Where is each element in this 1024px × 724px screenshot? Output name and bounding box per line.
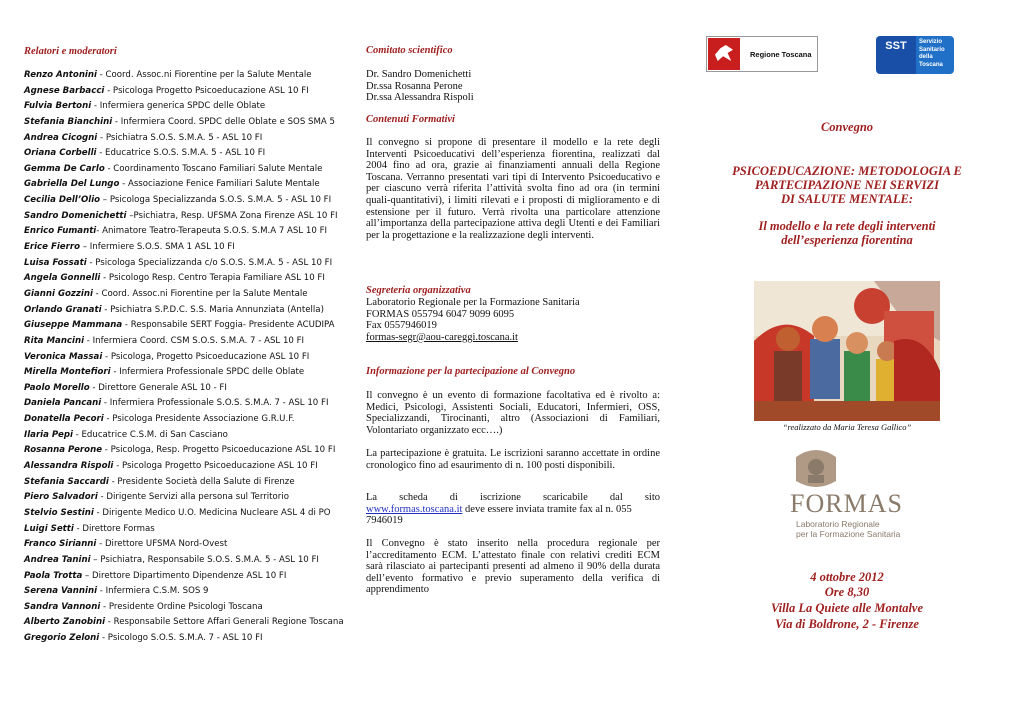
speaker-row xyxy=(24,334,354,350)
formas-name: FORMAS xyxy=(790,489,903,518)
speaker-name: Sandra Vannoni xyxy=(24,601,101,612)
info-p3-rest: deve essere inviata tramite fax al n. 055 7946019 xyxy=(366,503,632,527)
secretariat-email[interactable]: formas-segr@aou-careggi.toscana.it xyxy=(366,331,518,343)
speaker-row xyxy=(24,490,354,506)
speaker-row xyxy=(24,193,354,209)
speaker-row xyxy=(24,287,354,303)
speaker-role: - Direttore Generale ASL 10 - FI xyxy=(89,382,227,393)
speaker-role: - Psichiatra S.P.D.C. S.S. Maria Annunziata (Antella) xyxy=(101,304,324,315)
speaker-row xyxy=(24,256,354,272)
speaker-role: - Psichiatra S.O.S. S.M.A. 5 - ASL 10 FI xyxy=(97,132,263,143)
speaker-name: Luigi Setti xyxy=(24,523,74,534)
speaker-row xyxy=(24,303,354,319)
speaker-role: - Coord. Assoc.ni Fiorentine per la Salute Mentale xyxy=(92,288,308,299)
speaker-name: Gregorio Zeloni xyxy=(24,633,100,644)
speaker-role: – Psichiatra, Responsabile S.O.S. S.M.A. 5 - ASL 10 FI xyxy=(90,554,319,565)
event-venue: Villa La Quiete alle Montalve xyxy=(770,601,924,615)
sst-text: Servizio Sanitario della Toscana xyxy=(916,36,954,74)
speaker-name: Giuseppe Mammana xyxy=(24,320,123,331)
committee-member: Dr. Sandro Domenichetti xyxy=(366,69,472,80)
speaker-name: Angela Gonnelli xyxy=(24,273,101,284)
speaker-name: Stefania Bianchini xyxy=(24,116,113,127)
speaker-name: Luisa Fossati xyxy=(24,257,87,268)
committee-member: Dr.ssa Alessandra Rispoli xyxy=(366,92,474,104)
info-paragraph-1: Il convegno è un evento di formazione facoltativa ed è rivolto a: Medici, Psicologi, Assistenti Sociali, Educatori, Infermieri, OSS, Specializzandi, Tirocinanti, altro (Associazioni di Familiari, Volontariato organizzato ecc….) xyxy=(366,390,660,436)
speaker-row xyxy=(24,84,354,100)
subtitle-line: dell’esperienza fiorentina xyxy=(781,233,913,247)
speaker-row xyxy=(24,209,354,225)
contents-title: Contenuti Formativi xyxy=(366,114,455,125)
committee-list xyxy=(366,69,660,104)
main-title-line: DI SALUTE MENTALE: xyxy=(781,192,913,206)
speaker-name: Agnese Barbacci xyxy=(24,85,105,96)
pegasus-icon xyxy=(708,38,740,70)
speaker-row xyxy=(24,162,354,178)
info-title: Informazione per la partecipazione al Convegno xyxy=(366,366,576,377)
speaker-name: Gabriella Del Lungo xyxy=(24,179,120,190)
speaker-name: Stefania Saccardi xyxy=(24,476,109,487)
event-date: 4 ottobre 2012 xyxy=(810,570,884,584)
subtitle-line: Il modello e la rete degli interventi xyxy=(758,219,936,233)
speaker-name: Andrea Cicogni xyxy=(24,132,98,143)
speaker-row xyxy=(24,475,354,491)
secretariat-line: Laboratorio Regionale per la Formazione Sanitaria xyxy=(366,297,580,308)
speaker-name: Cecilia Dell’Olio xyxy=(24,195,101,206)
formas-subtitle-line: Laboratorio Regionale xyxy=(796,519,880,529)
speaker-name: Piero Salvadori xyxy=(24,492,98,503)
info-p3-intro: La scheda di iscrizione scaricabile dal sito xyxy=(366,492,660,503)
speaker-row xyxy=(24,68,354,84)
main-title-line: PSICOEDUCAZIONE: METODOLOGIA E xyxy=(732,164,962,178)
speaker-name: Renzo Antonini xyxy=(24,70,97,80)
speaker-row xyxy=(24,177,354,193)
speaker-row xyxy=(24,506,354,522)
speaker-name: Sandro Domenichetti xyxy=(24,210,127,221)
speaker-role: - Educatrice S.O.S. S.M.A. 5 - ASL 10 FI xyxy=(96,148,266,159)
speaker-role: - Infermiera C.S.M. SOS 9 xyxy=(97,586,209,597)
formas-subtitle xyxy=(796,519,900,539)
speaker-role: - Psicologa Progetto Psicoeducazione ASL 10 FI xyxy=(113,461,318,472)
speaker-role: - Infermiera Coord. SPDC delle Oblate e SOS SMA 5 xyxy=(112,116,335,127)
secretariat-line: Fax 0557946019 xyxy=(366,320,437,332)
speaker-role: – Psicologa Specializzanda S.O.S. S.M.A. 5 - ASL 10 FI xyxy=(100,195,332,206)
speaker-row xyxy=(24,318,354,334)
speaker-role: - Animatore Teatro-Terapeuta S.O.S. S.M.A 7 ASL 10 FI xyxy=(96,226,328,237)
speaker-row xyxy=(24,350,354,366)
speaker-row xyxy=(24,569,354,585)
speaker-row xyxy=(24,443,354,459)
speaker-row xyxy=(24,381,354,397)
convegno-label: Convegno xyxy=(820,120,874,134)
speaker-role: - Direttore Formas xyxy=(73,523,155,534)
speaker-row xyxy=(24,146,354,162)
speaker-name: Stelvio Sestini xyxy=(24,507,94,518)
speaker-name: Fulvia Bertoni xyxy=(24,101,92,112)
speaker-role: - Psicologo S.O.S. S.M.A. 7 - ASL 10 FI xyxy=(99,633,263,644)
speaker-row xyxy=(24,631,354,647)
speaker-role: - Infermiera Professionale SPDC delle Oblate xyxy=(110,367,305,378)
speaker-role: – Infermiere S.O.S. SMA 1 ASL 10 FI xyxy=(80,242,235,253)
speaker-role: - Presidente Società della Salute di Firenze xyxy=(108,476,295,487)
secretariat-info xyxy=(366,297,660,343)
secretariat-line: FORMAS 055794 6047 9099 6095 xyxy=(366,308,515,320)
speaker-name: Franco Sirianni xyxy=(24,539,97,550)
speaker-role: - Psicologo Resp. Centro Terapia Familiare ASL 10 FI xyxy=(100,273,325,284)
regione-toscana-logo xyxy=(706,36,818,72)
speaker-role: - Associazione Fenice Familiari Salute Mentale xyxy=(119,179,320,190)
speaker-role: - Psicologa Progetto Psicoeducazione ASL 10 FI xyxy=(104,85,309,96)
committee-member: Dr.ssa Rosanna Perone xyxy=(366,80,463,92)
speaker-row xyxy=(24,396,354,412)
speaker-name: Erice Fierro xyxy=(24,242,80,253)
contents-text: Il convegno si propone di presentare il modello e la rete degli Interventi Psicoeducativi dell’esperienza fiorentina, realizzati dal 2004 fino ad ora, grazie ai finanziamenti annuali della Regione Toscana. Verranno presentati vari tipi di Intervento Psicoeducativo e per ciascuno verrà riferita l’attività svolta fino ad ora (in termini quali-quantitativi), i limiti rilevati e i proposti di miglioramento e di estensione per il futuro. Verrà rivolta una particolare attenzione all’importanza della partecipazione attiva degli Utenti e dei Familiari per la progettazione e la realizzazione degli interventi. xyxy=(366,137,660,241)
speaker-name: Orlando Granati xyxy=(24,304,102,315)
speaker-role: - Dirigente Medico U.O. Medicina Nucleare ASL 4 di PO xyxy=(93,507,331,518)
speaker-name: Daniela Pancani xyxy=(24,398,102,409)
painting-caption: “realizzato da Maria Teresa Gallico” xyxy=(782,422,912,432)
secretariat-title: Segreteria organizzativa xyxy=(366,285,471,296)
speaker-row xyxy=(24,600,354,616)
crest-icon xyxy=(790,447,842,491)
speaker-name: Rosanna Perone xyxy=(24,445,103,456)
formas-website-link[interactable]: www.formas.toscana.it xyxy=(366,503,463,515)
speaker-name: Gemma De Carlo xyxy=(24,163,105,174)
speaker-name: Paola Trotta xyxy=(24,570,83,581)
speaker-row xyxy=(24,537,354,553)
speaker-row xyxy=(24,459,354,475)
speaker-name: Gianni Gozzini xyxy=(24,288,93,299)
speaker-row xyxy=(24,615,354,631)
speaker-name: Ilaria Pepi xyxy=(24,429,73,440)
speaker-row xyxy=(24,584,354,600)
speaker-name: Serena Vannini xyxy=(24,586,98,597)
speakers-list xyxy=(24,68,354,647)
regione-toscana-text: Regione Toscana xyxy=(750,49,812,59)
sst-logo xyxy=(876,36,956,74)
speaker-row xyxy=(24,412,354,428)
speaker-role: - Psicologa Specializzanda c/o S.O.S. S.M.A. 5 - ASL 10 FI xyxy=(86,257,333,268)
speaker-role: - Coord. Assoc.ni Fiorentine per la Salute Mentale xyxy=(96,70,312,80)
speaker-role: - Direttore UFSMA Nord-Ovest xyxy=(96,539,228,550)
sst-abbr: SST xyxy=(876,36,916,74)
subtitle xyxy=(690,219,1004,247)
speaker-name: Paolo Morello xyxy=(24,382,90,393)
speaker-row xyxy=(24,115,354,131)
committee-title: Comitato scientifico xyxy=(366,45,453,56)
event-time: Ore 8,30 xyxy=(824,585,870,599)
speaker-row xyxy=(24,131,354,147)
speaker-name: Veronica Massai xyxy=(24,351,103,362)
speakers-title: Relatori e moderatori xyxy=(24,46,117,57)
info-paragraph-2: La partecipazione è gratuita. Le iscrizioni saranno accettate in ordine cronologico fino ad esaurimento di n. 100 posti disponibili. xyxy=(366,448,660,471)
formas-logo xyxy=(790,447,950,539)
speaker-name: Oriana Corbelli xyxy=(24,148,97,159)
formas-subtitle-line: per la Formazione Sanitaria xyxy=(796,529,901,539)
speaker-row xyxy=(24,99,354,115)
speaker-role: - Infermiera Coord. CSM S.O.S. S.M.A. 7 - ASL 10 FI xyxy=(84,335,305,346)
info-paragraph-3 xyxy=(366,492,660,527)
speaker-row xyxy=(24,522,354,538)
speaker-name: Donatella Pecori xyxy=(24,414,104,425)
speaker-row xyxy=(24,240,354,256)
speaker-role: – Direttore Dipartimento Dipendenze ASL 10 FI xyxy=(82,570,287,581)
speaker-row xyxy=(24,428,354,444)
main-title-line: PARTECIPAZIONE NEI SERVIZI xyxy=(754,178,940,192)
speaker-role: - Psicologa, Resp. Progetto Psicoeducazione ASL 10 FI xyxy=(102,445,336,456)
speaker-row xyxy=(24,553,354,569)
info-paragraph-4: Il Convegno è stato inserito nella procedura regionale per l’accreditamento ECM. L’attestato finale con relativi crediti ECM sarà rilasciato ai partecipanti presenti ad almeno il 90% della durata dell’evento formativo e previo superamento della verifica di apprendimento xyxy=(366,538,660,596)
speaker-role: - Coordinamento Toscano Familiari Salute Mentale xyxy=(104,163,323,174)
speaker-role: - Dirigente Servizi alla persona sul Territorio xyxy=(97,492,289,503)
speaker-name: Alberto Zanobini xyxy=(24,617,106,628)
main-title xyxy=(690,164,1004,206)
speaker-role: - Responsabile SERT Foggia- Presidente ACUDIPA xyxy=(122,320,335,331)
speaker-role: - Infermiera Professionale S.O.S. S.M.A. 7 - ASL 10 FI xyxy=(101,398,329,409)
speaker-name: Alessandra Rispoli xyxy=(24,461,114,472)
event-address: Via di Boldrone, 2 - Firenze xyxy=(775,617,919,631)
speaker-role: - Psicologa, Progetto Psicoeducazione ASL 10 FI xyxy=(102,351,310,362)
painting-image xyxy=(754,281,940,421)
speaker-name: Rita Mancini xyxy=(24,335,85,346)
speaker-role: –Psichiatra, Resp. UFSMA Zona Firenze ASL 10 FI xyxy=(126,210,338,221)
speaker-name: Enrico Fumanti xyxy=(24,226,97,237)
speaker-row xyxy=(24,365,354,381)
speaker-role: - Responsabile Settore Affari Generali Regione Toscana xyxy=(105,617,344,628)
speaker-name: Andrea Tanini xyxy=(24,554,91,565)
speaker-row xyxy=(24,271,354,287)
speaker-role: - Educatrice C.S.M. di San Casciano xyxy=(72,429,228,440)
speaker-role: - Psicologa Presidente Associazione G.R.U.F. xyxy=(103,414,295,425)
speaker-row xyxy=(24,224,354,240)
speaker-role: - Infermiera generica SPDC delle Oblate xyxy=(91,101,266,112)
speaker-name: Mirella Montefiori xyxy=(24,367,111,378)
speaker-role: - Presidente Ordine Psicologi Toscana xyxy=(100,601,263,612)
